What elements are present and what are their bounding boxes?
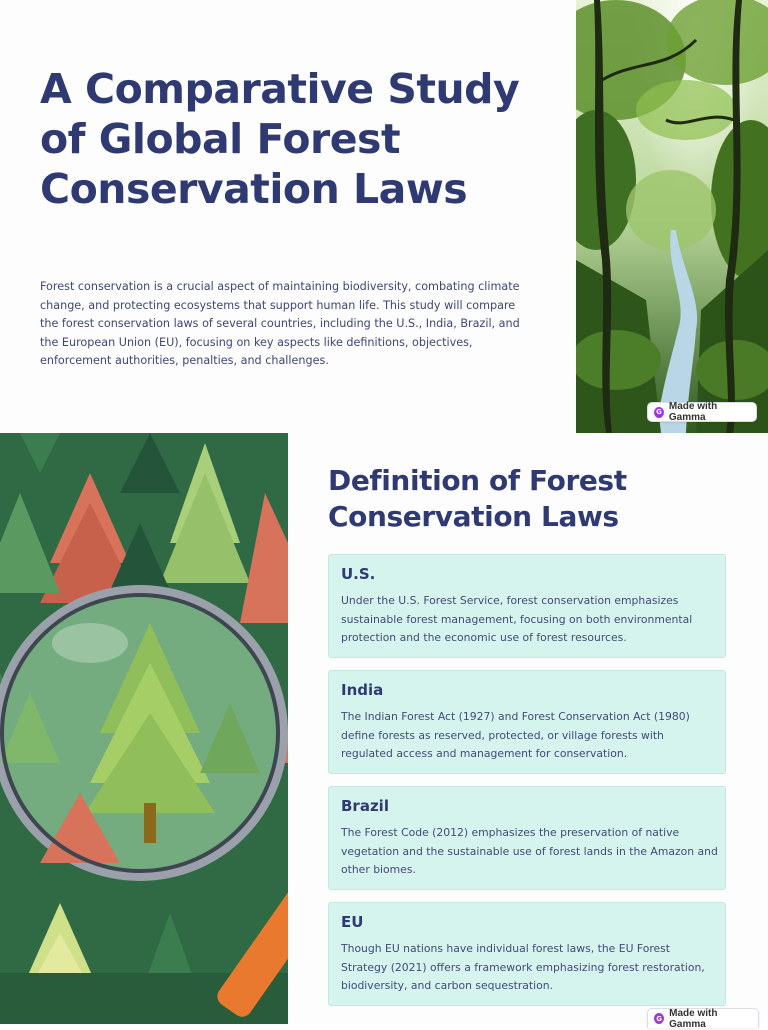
made-with-gamma-badge[interactable] — [647, 1008, 759, 1028]
definition-card-us — [328, 554, 726, 658]
section-title: Definition of Forest Conservation Laws — [328, 464, 627, 533]
intro-paragraph: Forest conservation is a crucial aspect of maintaining biodiversity, combating climate change, and protecting ecosystems that support human life. This study will compare the forest conservation laws of several countries, including the U.S., India, Brazil, and the European Union (EU), focusing on key aspects like definitions, objectives, enforcement authorities, penalties, and challenges. — [40, 280, 520, 367]
badge-label: Made with Gamma — [668, 401, 718, 423]
definition-card-eu — [328, 902, 726, 1006]
card-text: The Indian Forest Act (1927) and Forest Conservation Act (1980) define forests as reserved, protected, or village forests with regulated access and management for conservation. — [341, 710, 690, 760]
card-text: Though EU nations have individual forest laws, the EU Forest Strategy (2021) offers a framework emphasizing forest restoration, biodiversity, and carbon sequestration. — [341, 942, 705, 992]
definition-card-india — [328, 670, 726, 774]
card-text: The Forest Code (2012) emphasizes the preservation of native vegetation and the sustainable use of forest lands in the Amazon and other biomes. — [341, 826, 718, 876]
forest-river-photo — [576, 0, 768, 433]
card-heading: EU — [341, 913, 364, 931]
slide-title: A Comparative Study of Global Forest Conservation Laws — [40, 65, 520, 213]
card-heading: India — [341, 681, 384, 699]
made-with-gamma-badge[interactable] — [647, 402, 757, 422]
card-heading: U.S. — [341, 565, 376, 583]
badge-label: Made with Gamma — [669, 1007, 718, 1030]
title-slide — [0, 0, 768, 433]
gamma-logo-icon: G — [654, 1013, 664, 1024]
card-heading: Brazil — [341, 797, 389, 815]
definition-card-brazil — [328, 786, 726, 890]
card-text: Under the U.S. Forest Service, forest conservation emphasizes sustainable forest management, focusing on both environmental protection and the economic use of forest resources. — [341, 594, 693, 644]
definition-slide — [0, 433, 768, 1024]
gamma-logo-icon: G — [654, 407, 664, 418]
magnifying-glass-forest-illustration — [0, 433, 288, 1024]
